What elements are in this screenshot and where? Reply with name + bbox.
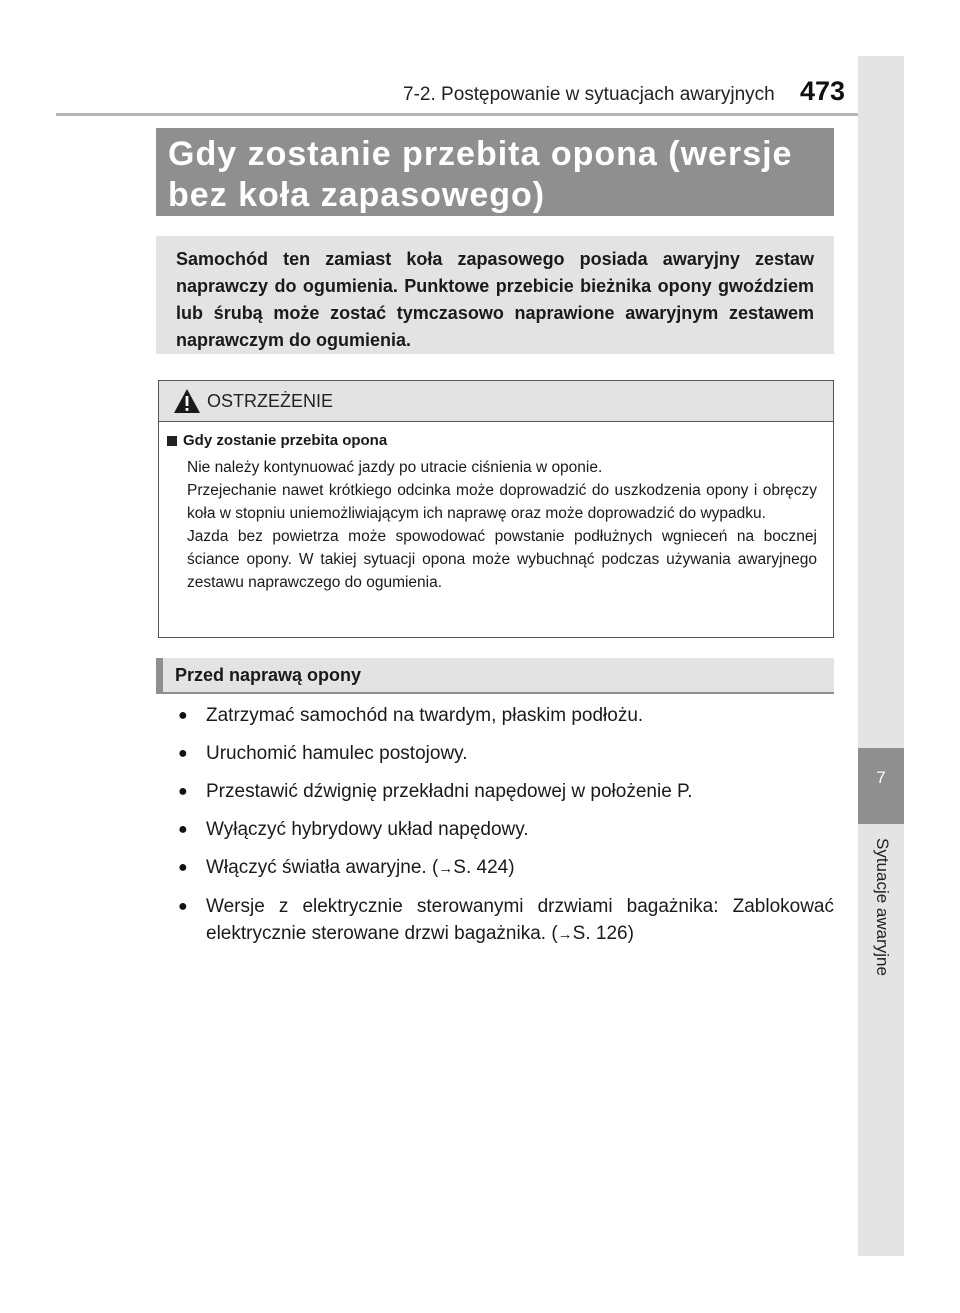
warning-paragraph: Przejechanie nawet krótkiego odcinka może doprowadzić do uszkodzenia opony i obręczy koła w stopniu uniemożliwiającym ich naprawę oraz może doprowadzić do wypadku. [187, 482, 817, 522]
list-item-text [206, 854, 834, 882]
list-item-text-main: Włączyć światła awaryjne. ( [206, 857, 439, 878]
warning-subheading [167, 430, 817, 452]
warning-paragraph: Nie należy kontynuować jazdy po utracie ciśnienia w oponie. [187, 459, 603, 476]
chapter-label: Sytuacje awaryjne [873, 838, 892, 976]
chapter-number: 7 [876, 768, 886, 787]
page-number: 473 [800, 76, 846, 106]
list-item [178, 740, 834, 767]
section-title: Gdy zostanie przebita opona (wersje bez koła zapasowego) [156, 128, 834, 216]
arrow-right-icon: → [557, 926, 573, 943]
page-reference[interactable]: S. 424) [453, 857, 515, 878]
warning-box [158, 380, 834, 638]
list-item-text [206, 893, 834, 948]
chapter-side-tab [858, 56, 904, 1256]
warning-text [187, 456, 817, 594]
bullet-icon: ● [178, 783, 188, 800]
warning-label: OSTRZEŻENIE [207, 390, 334, 411]
list-item [178, 778, 834, 805]
warning-header [159, 381, 833, 422]
square-bullet-icon [167, 436, 177, 446]
intro-box: Samochód ten zamiast koła zapasowego posiada awaryjny zestaw naprawczy do ogumienia. Punktowe przebicie bieżnika opony gwoździem lub śrubą może zostać tymczasowo naprawione awaryjnym zestawem naprawczym do ogumienia. [156, 236, 834, 354]
warning-triangle-icon [173, 388, 201, 414]
list-item-text: Przestawić dźwignię przekładni napędowej w położenie P. [206, 781, 693, 802]
list-item [178, 854, 834, 882]
running-header: 7-2. Postępowanie w sytuacjach awaryjnych [403, 84, 775, 105]
list-item [178, 816, 834, 843]
bullet-icon: ● [178, 745, 188, 762]
steps-list [178, 702, 834, 959]
bullet-icon: ● [178, 898, 188, 915]
header-rule [56, 113, 860, 116]
bullet-icon: ● [178, 821, 188, 838]
chapter-number-block [858, 748, 904, 824]
list-item-text: Zatrzymać samochód na twardym, płaskim podłożu. [206, 705, 644, 726]
bullet-icon: ● [178, 707, 188, 724]
list-item-text: Wyłączyć hybrydowy układ napędowy. [206, 819, 529, 840]
bullet-icon: ● [178, 859, 188, 876]
warning-body [159, 422, 833, 594]
warning-paragraph: Jazda bez powietrza może spowodować powstanie podłużnych wgnieceń na bocznej ściance opony. W takiej sytuacji opona może wybuchnąć podczas używania awaryjnego zestawu naprawczego do ogumienia. [187, 528, 817, 591]
list-item [178, 893, 834, 948]
page-reference[interactable]: S. 126) [572, 923, 634, 944]
list-item-text-main: Wersje z elektrycznie sterowanymi drzwiami bagażnika: Zablokować elektrycznie sterowane drzwi bagażnika. ( [206, 896, 834, 944]
warning-subheading-text: Gdy zostanie przebita opona [183, 432, 388, 449]
arrow-right-icon: → [438, 860, 454, 877]
subsection-heading: Przed naprawą opony [156, 658, 834, 694]
list-item-text: Uruchomić hamulec postojowy. [206, 743, 468, 764]
list-item [178, 702, 834, 729]
